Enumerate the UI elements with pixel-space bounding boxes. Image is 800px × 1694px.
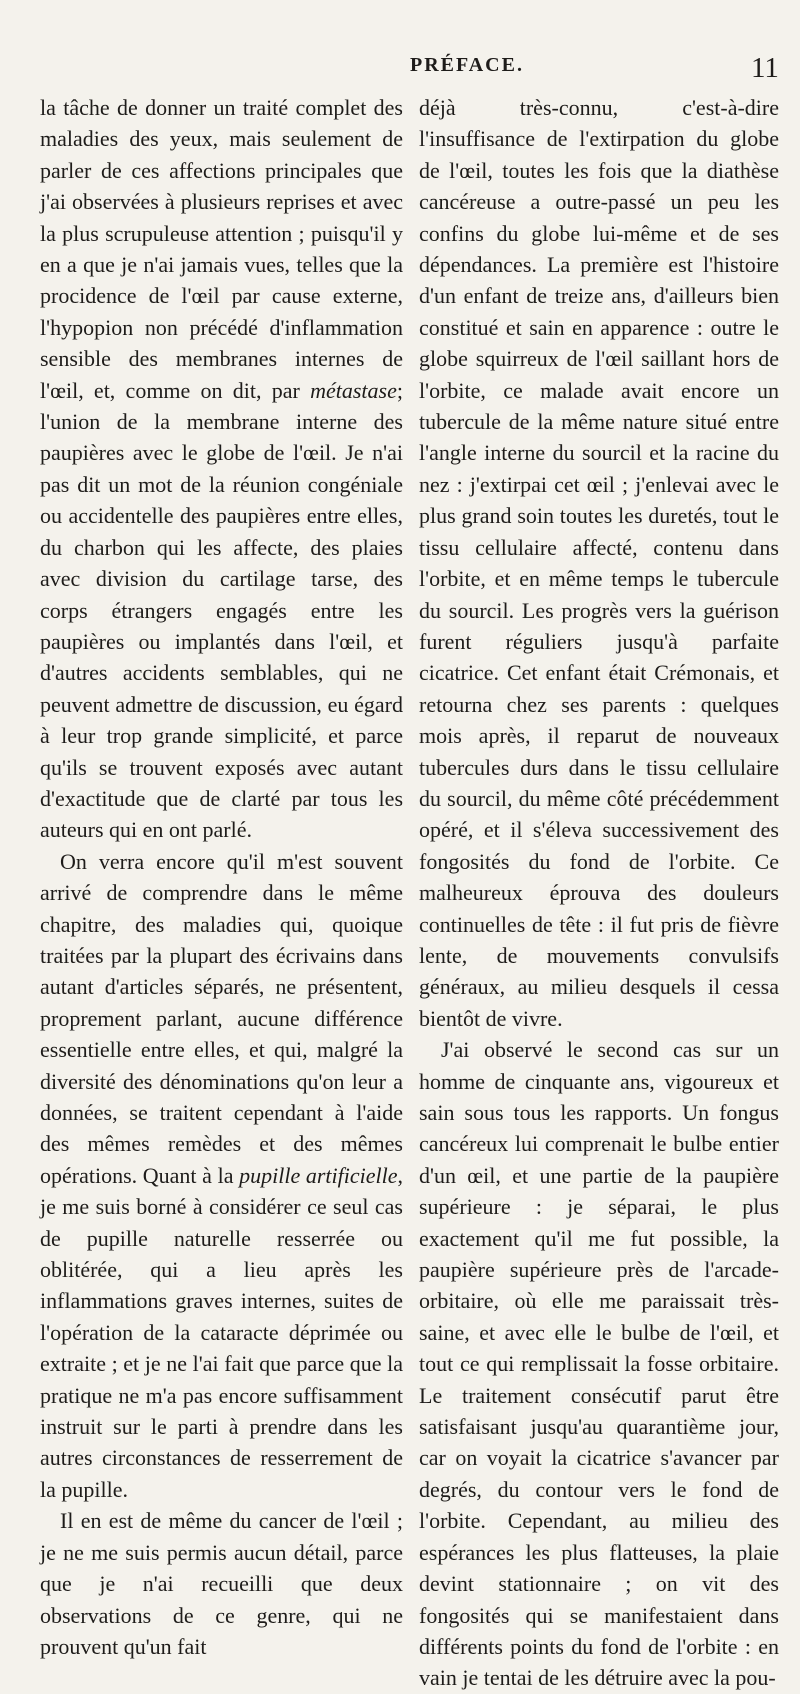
paragraph: déjà très-connu, c'est-à-dire l'insuffisance de l'extirpation du globe de l'œil, toutes les fois que la diathèse cancéreuse a outre-passé un peu les confins du globe lui-même et de ses dépendances. La première est l'histoire d'un enfant de treize ans, d'ailleurs bien constitué et sain en apparence : outre le globe squirreux de l'œil saillant hors de l'orbite, ce malade avait encore un tubercule de la même nature situé entre l'angle interne du sourcil et la racine du nez : j'extirpai cet œil ; j'enlevai avec le plus grand soin toutes les duretés, tout le tissu cellulaire affecté, contenu dans l'orbite, et en même temps le tubercule du sourcil. Les progrès vers la guérison furent réguliers jusqu'à parfaite cicatrice. Cet enfant était Crémonais, et retourna chez ses parents : quelques mois après, il reparut de nouveaux tubercules durs dans le tissu cellulaire du sourcil, du même côté précédemment opéré, et il s'éleva successivement des fongosités du fond de l'orbite. Ce malheureux éprouva des douleurs continuelles de tête : il fut pris de fièvre lente, de mouvements convulsifs généraux, au milieu desquels il cessa bientôt de vivre. <box>419 95 779 1031</box>
emphasis: pupille artificielle <box>239 1162 398 1188</box>
page-header <box>0 52 800 92</box>
running-head: PRÉFACE. <box>410 54 524 76</box>
paragraph: J'ai observé le second cas sur un homme de cinquante ans, vigoureux et sain sous tous les rapports. Un fongus cancéreux lui comprenait le bulbe entier d'un œil, et une partie de la paupière supérieure : je séparai, le plus exactement qu'il me fut possible, la paupière supérieure près de l'arcade-orbitaire, où elle me paraissait très-saine, et avec elle le bulbe de l'œil, et tout ce qui remplissait la fosse orbitaire. Le traitement consécutif parut être satisfaisant jusqu'au quarantième jour, car on voyait la cicatrice s'avancer par degrés, du contour vers le fond de l'orbite. Cependant, au milieu des espérances les plus flatteuses, la plaie devint stationnaire ; on vit des fongosités qui se manifestaient dans différents points du fond de l'orbite : en vain je tentai de les détruire avec la pou- <box>419 1037 779 1691</box>
right-column <box>419 92 779 1694</box>
left-column <box>40 92 403 1662</box>
emphasis: métastase <box>310 377 397 403</box>
paragraph: la tâche de donner un traité complet des maladies des yeux, mais seulement de parler de ces affections principales que j'ai observées à plusieurs reprises et avec la plus scrupuleuse attention ; puisqu'il y en a que je n'ai jamais vues, telles que la procidence de l'œil par cause externe, l'hypopion non précédé d'inflammation sensible des membranes internes de l'œil, et, comme on dit, par métastase; l'union de la membrane interne des paupières avec le globe de l'œil. Je n'ai pas dit un mot de la réunion congéniale ou accidentelle des paupières entre elles, du charbon qui les affecte, des plaies avec division du cartilage tarse, des corps étrangers engagés entre les paupières ou implantés dans l'œil, et d'autres accidents semblables, qui ne peuvent admettre de discussion, eu égard à leur trop grande simplicité, et parce qu'ils se trouvent exposés avec autant d'exactitude que de clarté par tous les auteurs qui en ont parlé. <box>40 95 403 843</box>
paragraph: On verra encore qu'il m'est souvent arrivé de comprendre dans le même chapitre, des maladies qui, quoique traitées par la plupart des écrivains dans autant d'articles séparés, ne présentent, proprement parlant, aucune différence essentielle entre elles, et qui, malgré la diversité des dénominations qu'on leur a données, se traitent cependant à l'aide des mêmes remèdes et des mêmes opérations. Quant à la pupille artificielle, je me suis borné à considérer ce seul cas de pupille naturelle resserrée ou oblitérée, qui a lieu après les inflammations graves internes, suites de l'opération de la cataracte déprimée ou extraite ; et je ne l'ai fait que parce que la pratique ne m'a pas encore suffisamment instruit sur le parti à prendre dans les autres circonstances de resserrement de la pupille. <box>40 848 403 1502</box>
page-number: 11 <box>751 52 779 84</box>
paragraph: Il en est de même du cancer de l'œil ; je ne me suis permis aucun détail, parce que je n'ai recueilli que deux observations de ce genre, qui ne prouvent qu'un fait <box>40 1508 403 1659</box>
